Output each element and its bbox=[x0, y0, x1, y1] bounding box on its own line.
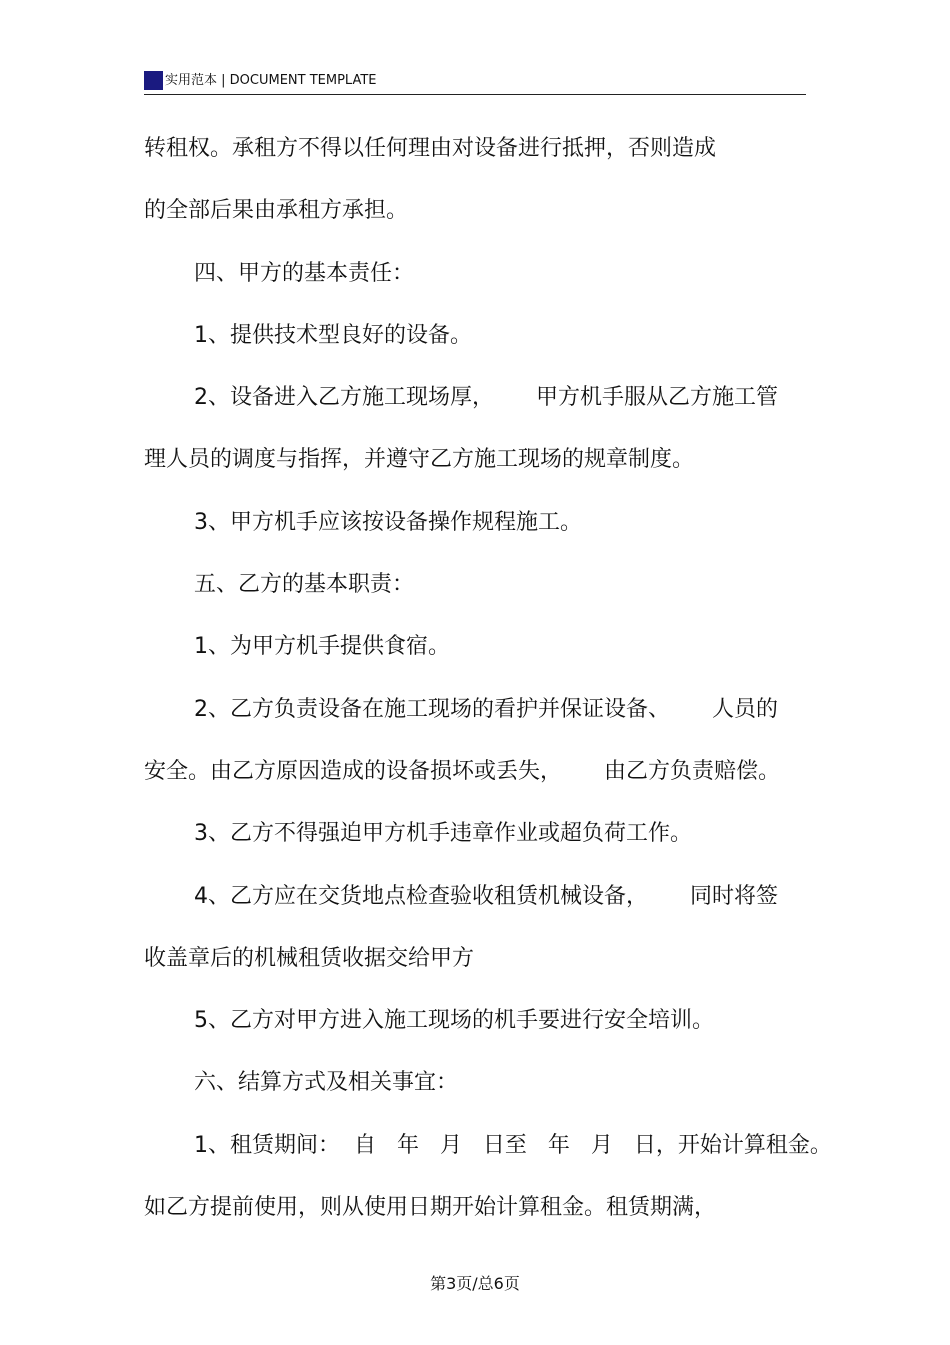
page-header bbox=[144, 70, 806, 95]
section-heading: 六、结算方式及相关事宜： bbox=[194, 1070, 459, 1096]
body-line: 4、乙方应在交货地点检查验收租赁机械设备， 同时将签 bbox=[194, 883, 778, 909]
body-line: 1、提供技术型良好的设备。 bbox=[194, 322, 472, 348]
header-label: 实用范本 | DOCUMENT TEMPLATE bbox=[165, 73, 377, 88]
body-line: 如乙方提前使用，则从使用日期开始计算租金。租赁期满， bbox=[144, 1195, 717, 1221]
document-body bbox=[144, 131, 832, 1252]
body-line: 3、甲方机手应该按设备操作规程施工。 bbox=[194, 509, 582, 535]
body-line: 安全。由乙方原因造成的设备损坏或丢失， 由乙方负责赔偿。 bbox=[144, 758, 780, 784]
body-line: 5、乙方对甲方进入施工现场的机手要进行安全培训。 bbox=[194, 1008, 714, 1034]
body-line: 理人员的调度与指挥，并遵守乙方施工现场的规章制度。 bbox=[144, 447, 695, 473]
body-line: 1、为甲方机手提供食宿。 bbox=[194, 634, 450, 660]
body-line: 的全部后果由承租方承担。 bbox=[144, 198, 409, 224]
template-logo-icon bbox=[144, 71, 163, 90]
body-line: 收盖章后的机械租赁收据交给甲方 bbox=[144, 945, 475, 971]
body-line: 转租权。承租方不得以任何理由对设备进行抵押，否则造成 bbox=[144, 136, 717, 161]
body-line: 3、乙方不得强迫甲方机手违章作业或超负荷工作。 bbox=[194, 821, 692, 847]
body-line: 2、设备进入乙方施工现场厚， 甲方机手服从乙方施工管 bbox=[194, 385, 778, 411]
page-number: 第3页/总6页 bbox=[430, 1274, 520, 1293]
section-heading: 五、乙方的基本职责： bbox=[194, 572, 415, 598]
body-line: 2、乙方负责设备在施工现场的看护并保证设备、 人员的 bbox=[194, 696, 778, 722]
body-line: 1、租赁期间： 自 年 月 日至 年 月 日，开始计算租金。 bbox=[194, 1132, 832, 1158]
section-heading: 四、甲方的基本责任： bbox=[194, 260, 415, 286]
